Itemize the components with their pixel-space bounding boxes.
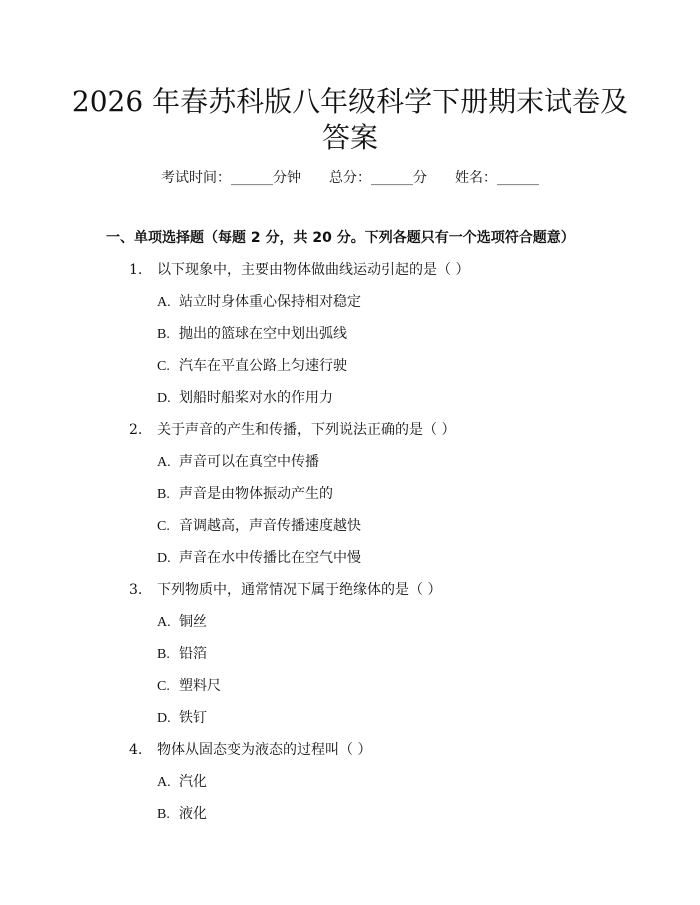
document-title — [60, 84, 640, 156]
option-letter: B. — [157, 807, 170, 822]
option-1c — [157, 356, 347, 377]
option-letter: C. — [157, 519, 170, 534]
question-text: 以下现象中，主要由物体做曲线运动引起的是（ ） — [157, 262, 470, 278]
option-letter: B. — [157, 327, 170, 342]
question-number: 1. — [129, 262, 143, 278]
section-heading-single-choice: 一、单项选择题（每题 2 分，共 20 分。下列各题只有一个选项符合题意） — [106, 230, 575, 246]
option-letter: A. — [157, 295, 171, 310]
option-text: 站立时身体重心保持相对稳定 — [179, 294, 361, 310]
option-4a — [157, 772, 207, 793]
option-text: 汽化 — [179, 774, 207, 790]
exam-info-line — [0, 168, 700, 188]
question-number: 2. — [129, 422, 143, 438]
option-text: 铁钉 — [179, 710, 207, 726]
option-3d — [157, 708, 207, 729]
option-letter: C. — [157, 679, 170, 694]
option-2c — [157, 516, 361, 537]
name-field: 姓名：______ — [455, 170, 539, 186]
option-text: 铅箔 — [179, 646, 207, 662]
option-text: 音调越高，声音传播速度越快 — [179, 518, 361, 534]
option-text: 划船时船桨对水的作用力 — [179, 390, 333, 406]
option-letter: A. — [157, 615, 171, 630]
option-text: 声音可以在真空中传播 — [179, 454, 319, 470]
option-text: 铜丝 — [179, 614, 207, 630]
option-letter: A. — [157, 455, 171, 470]
question-number: 4. — [129, 742, 143, 758]
title-line-1: 2026 年春苏科版八年级科学下册期末试卷及 — [71, 85, 629, 118]
option-letter: B. — [157, 647, 170, 662]
option-text: 汽车在平直公路上匀速行驶 — [179, 358, 347, 374]
option-text: 液化 — [179, 806, 207, 822]
question-number: 3. — [129, 582, 143, 598]
exam-time-field: 考试时间：______分钟 — [161, 170, 301, 186]
title-line-2: 答案 — [321, 121, 378, 154]
option-letter: D. — [157, 711, 171, 726]
option-letter: B. — [157, 487, 170, 502]
option-text: 声音在水中传播比在空气中慢 — [179, 550, 361, 566]
option-letter: D. — [157, 551, 171, 566]
option-1d — [157, 388, 333, 409]
option-text: 声音是由物体振动产生的 — [179, 486, 333, 502]
option-1b — [157, 324, 347, 345]
option-2d — [157, 548, 361, 569]
option-3b — [157, 644, 207, 665]
option-text: 塑料尺 — [179, 678, 221, 694]
option-4b — [157, 804, 207, 825]
question-text: 物体从固态变为液态的过程叫（ ） — [157, 742, 372, 758]
option-2a — [157, 452, 319, 473]
option-3c — [157, 676, 221, 697]
option-letter: A. — [157, 775, 171, 790]
option-letter: C. — [157, 359, 170, 374]
option-letter: D. — [157, 391, 171, 406]
question-text: 下列物质中，通常情况下属于绝缘体的是（ ） — [157, 582, 442, 598]
total-score-field: 总分：______分 — [329, 170, 427, 186]
option-3a — [157, 612, 207, 633]
option-text: 抛出的篮球在空中划出弧线 — [179, 326, 347, 342]
option-2b — [157, 484, 333, 505]
question-text: 关于声音的产生和传播，下列说法正确的是（ ） — [157, 422, 456, 438]
option-1a — [157, 292, 361, 313]
